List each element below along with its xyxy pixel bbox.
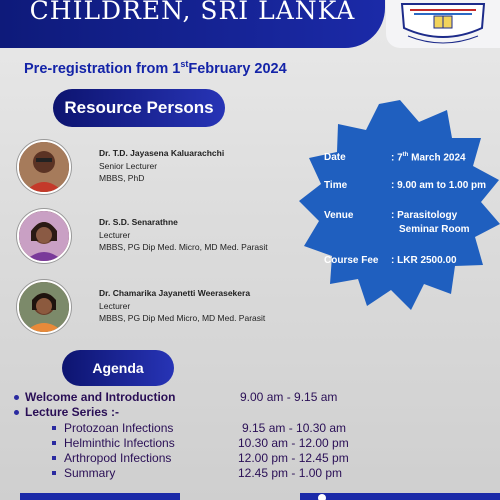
agenda-item-label: Protozoan Infections [64, 421, 174, 435]
person-card [17, 280, 317, 334]
venue-value-line1: : Parasitology [391, 210, 458, 221]
bullet-icon [14, 395, 19, 400]
person-name: Dr. Chamarika Jayanetti Weerasekera [99, 288, 251, 298]
fee-value: : LKR 2500.00 [391, 255, 457, 266]
bullet-icon [52, 456, 56, 460]
resource-persons-heading: Resource Persons [53, 89, 225, 127]
agenda-item-label: Summary [64, 466, 116, 480]
person-name: Dr. S.D. Senarathne [99, 217, 178, 227]
person-quals: MBBS, PG Dip Med. Micro, MD Med. Parasit [99, 242, 268, 252]
bullet-icon [52, 441, 56, 445]
preregistration-text: Pre-registration from 1stFebruary 2024 [24, 59, 287, 77]
agenda-item-label: Arthropod Infections [64, 451, 172, 465]
header-banner [0, 0, 385, 48]
university-crest-icon [386, 0, 500, 48]
bullet-icon [14, 410, 19, 415]
avatar [17, 280, 71, 334]
course-details-seal [295, 100, 500, 320]
agenda-welcome-time: 9.00 am - 9.15 am [240, 390, 338, 404]
person-card [17, 140, 317, 194]
agenda-heading: Agenda [62, 350, 174, 386]
person-role: Senior Lecturer [99, 160, 158, 171]
agenda-lecture-series: Lecture Series :- [25, 405, 120, 419]
portrait-icon [19, 211, 69, 261]
person-role: Lecturer [99, 229, 131, 240]
fee-label: Course Fee [324, 255, 379, 266]
agenda-item-time: 12.45 pm - 1.00 pm [238, 466, 343, 480]
person-quals: MBBS, PhD [99, 173, 145, 183]
venue-value-line2: Seminar Room [399, 224, 470, 235]
time-label: Time [324, 180, 348, 191]
person-role: Lecturer [99, 300, 131, 311]
venue-label: Venue [324, 210, 354, 221]
portrait-icon [19, 142, 69, 192]
portrait-icon [19, 282, 69, 332]
bullet-icon [52, 471, 56, 475]
avatar [17, 209, 71, 263]
person-quals: MBBS, PG Dip Med Micro, MD Med. Parasit [99, 313, 266, 323]
agenda-item-time: 12.00 pm - 12.45 pm [238, 451, 349, 465]
agenda-item-time: 9.15 am - 10.30 am [242, 421, 347, 435]
agenda-item-time: 10.30 am - 12.00 pm [238, 436, 349, 450]
person-name: Dr. T.D. Jayasena Kaluarachchi [99, 148, 225, 158]
header-title: CHILDREN, SRI LANKA [29, 0, 356, 25]
footer-strip [0, 493, 500, 500]
agenda-welcome: Welcome and Introduction [25, 390, 176, 404]
university-logo [386, 0, 500, 48]
agenda-item-label: Helminthic Infections [64, 436, 175, 450]
bullet-icon [52, 426, 56, 430]
time-value: : 9.00 am to 1.00 pm [391, 180, 487, 191]
date-label: Date [324, 152, 346, 163]
date-value: : 7th March 2024 [391, 152, 466, 164]
avatar [17, 140, 71, 194]
person-card [17, 209, 317, 263]
